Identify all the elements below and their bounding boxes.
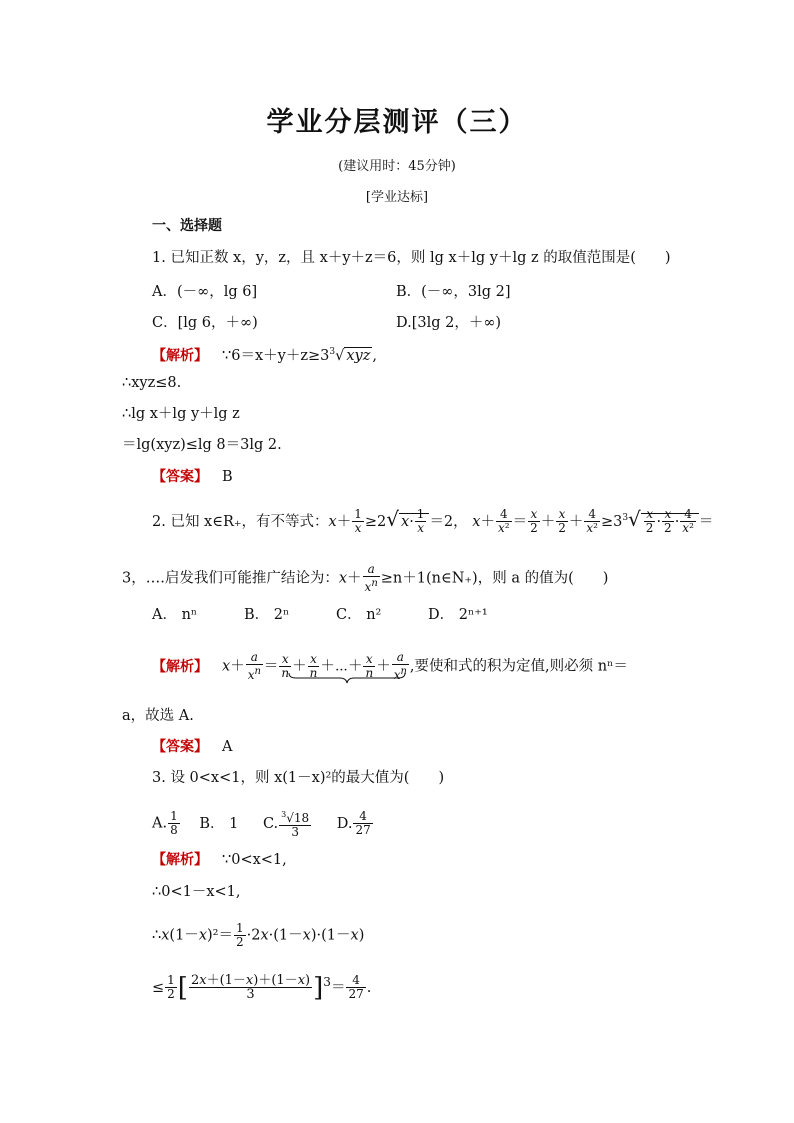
q3-analysis: 【解析】 ∵0<x<1, xyxy=(152,852,287,868)
q3-sol-line3: ∴x(1－x)²＝ $\frac{1}{2}$ ·2x·(1－x)·(1－x) xyxy=(152,921,365,949)
q3-sol-line4: ≤ $\frac{1}{2}$ [ $\frac{2x+(1-x)+(1-x)}{3}$ ]$^3$＝ $\frac{4}{27}$ . xyxy=(152,972,372,1003)
analysis-label: 【解析】 xyxy=(152,347,208,364)
q1-answer: 【答案】 B xyxy=(152,469,233,485)
q1-option-c: C．[lg 6，＋∞) xyxy=(152,315,258,331)
q2-stem-line1: 2. 已知 x∈R₊，有不等式：x＋ $\frac{1}{x}$ ≥2√ x· $\frac{1}{x}$ ＝2， x＋ $\frac{4}{\text{x²}}$ ＝ $\frac{x}{2}$ ＋ $\frac{x}{2}$ ＋ $\frac{4}{\text{x²}}$ $\ge 3^3√$ $\frac{x}{2}$ · $\frac{x}{2}$ · $\frac{4}{\text{x²}}$ ＝ xyxy=(152,506,714,536)
q3-options: A. $\frac{1}{8}$ B． 1 C. $\frac{^3√18}{3}$ D. $\frac{4}{27}$ xyxy=(152,809,371,839)
q3-stem: 3. 设 0<x<1，则 x(1－x)²的最大值为( ) xyxy=(152,770,445,786)
q2-option-b: B． 2ⁿ xyxy=(244,607,290,623)
q2-option-a: A． nⁿ xyxy=(152,607,198,623)
q3-sol-line2: ∴0<1－x<1, xyxy=(152,884,241,900)
q1-sol-line2: ∴xyz≤8. xyxy=(122,375,182,391)
q1-sol-line3: ∴lg x＋lg y＋lg z xyxy=(122,406,240,422)
q1-analysis: 【解析】 $\because 6=x+y+z\ge 3^3√$ xyz , xyxy=(152,347,377,364)
q2-analysis: 【解析】 x＋ $\frac{a}{x^n}$ ＝ $\frac{x}{n}$ ＋ $\frac{x}{n}$ ＋⋯＋ $\frac{x}{n}$ ＋ $\frac{a}{x^n}$ ,要使和式的积为定值,则必须 nⁿ＝ xyxy=(152,650,628,682)
part-heading: 一、选择题 xyxy=(152,218,222,234)
q2-option-c: C． n² xyxy=(336,607,382,623)
q2-stem-line2: 3，….启发我们可能推广结论为：x＋ $\frac{a}{x^n}$ ≥n＋1(n∈N₊)，则 a 的值为( ) xyxy=(122,562,609,594)
q1-option-a: A．(－∞，lg 6] xyxy=(152,284,258,300)
q2-option-d: D． 2ⁿ⁺¹ xyxy=(428,607,488,623)
analysis-label: 【解析】 xyxy=(152,658,208,675)
q2-sol-end: a，故选 A. xyxy=(122,708,194,724)
time-hint: (建议用时：45分钟) xyxy=(338,159,456,174)
answer-label: 【答案】 xyxy=(152,469,208,485)
q1-option-b: B．(－∞，3lg 2] xyxy=(396,284,511,300)
answer-label: 【答案】 xyxy=(152,739,208,755)
q1-option-d: D.[3lg 2，＋∞) xyxy=(396,315,502,331)
section-tag: [学业达标] xyxy=(365,190,429,205)
q1-sol-line4: ＝lg(xyz)≤lg 8＝3lg 2. xyxy=(122,437,282,453)
q2-answer: 【答案】 A xyxy=(152,739,233,755)
page-title: 学业分层测评（三） xyxy=(266,107,528,138)
analysis-label: 【解析】 xyxy=(152,852,208,868)
underbrace-n-terms xyxy=(288,672,406,684)
q1-stem: 1. 已知正数 x，y，z，且 x＋y＋z＝6，则 lg x＋lg y＋lg z 的取值范围是( ) xyxy=(152,250,671,266)
